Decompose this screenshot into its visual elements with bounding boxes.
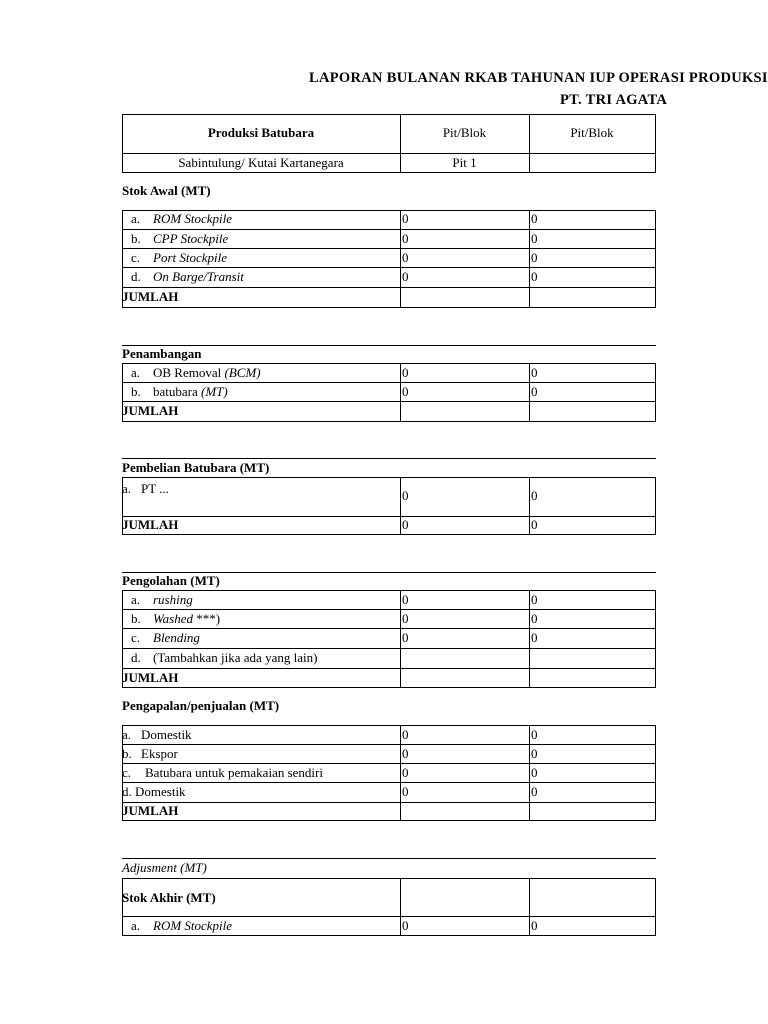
row-prefix: d.	[131, 269, 141, 284]
unit-label: (BCM)	[224, 365, 261, 380]
value-cell: 0	[531, 765, 538, 780]
grid-line	[122, 916, 656, 917]
grid-line	[655, 590, 656, 688]
grid-line	[655, 210, 656, 308]
grid-line	[655, 114, 656, 173]
value-cell: 0	[402, 211, 409, 226]
grid-line	[655, 878, 656, 936]
row-label: PT ...	[141, 481, 169, 496]
row-note: ***)	[192, 611, 221, 626]
value-cell: 0	[531, 918, 538, 933]
grid-line	[122, 763, 656, 764]
row-label: rushing	[153, 592, 193, 607]
grid-line	[122, 725, 656, 726]
report-title: LAPORAN BULANAN RKAB TAHUNAN IUP OPERASI PRODUKSI	[309, 70, 768, 86]
value-cell: 0	[402, 765, 409, 780]
section-title-stok-akhir: Stok Akhir (MT)	[122, 890, 216, 905]
grid-line	[400, 725, 401, 821]
grid-line	[122, 477, 656, 478]
row-label: Washed ***)	[153, 611, 221, 626]
section-title-pengolahan: Pengolahan (MT)	[122, 573, 220, 588]
header-pit-blok-2: Pit/Blok	[570, 125, 614, 140]
total-label: JUMLAH	[122, 403, 179, 418]
section-title-pembelian: Pembelian Batubara (MT)	[122, 460, 270, 475]
value-cell: 0	[531, 517, 538, 532]
value-cell: 0	[402, 746, 409, 761]
row-label: (Tambahkan jika ada yang lain)	[153, 650, 318, 665]
grid-line	[122, 229, 656, 230]
row-label: Domestik	[141, 727, 192, 742]
value-cell: 0	[531, 784, 538, 799]
row-prefix: a.	[131, 365, 141, 380]
row-prefix: b.	[122, 746, 132, 761]
total-label: JUMLAH	[122, 517, 179, 532]
grid-line	[655, 363, 656, 422]
grid-line	[122, 382, 656, 383]
row-prefix: a.	[131, 918, 141, 933]
value-cell: 0	[531, 746, 538, 761]
grid-line	[529, 878, 530, 936]
total-label: JUMLAH	[122, 670, 179, 685]
row-label: Port Stockpile	[153, 250, 228, 265]
row-prefix: c.	[122, 765, 132, 780]
row-prefix: b.	[131, 231, 141, 246]
grid-line	[122, 687, 656, 688]
row-label: batubara (MT)	[153, 384, 228, 399]
grid-line	[122, 287, 656, 288]
grid-line	[122, 153, 656, 154]
value-cell: 0	[402, 611, 409, 626]
grid-line	[122, 628, 656, 629]
grid-line	[122, 609, 656, 610]
section-title-pengapalan: Pengapalan/penjualan (MT)	[122, 698, 280, 713]
grid-line	[400, 477, 401, 535]
grid-line	[529, 363, 530, 422]
grid-line	[122, 114, 656, 115]
row-label: OB Removal (BCM)	[153, 365, 261, 380]
grid-line	[529, 114, 530, 173]
total-label: JUMLAH	[122, 803, 179, 818]
row-label: On Barge/Transit	[153, 269, 244, 284]
row-prefix: b.	[131, 384, 141, 399]
grid-line	[655, 725, 656, 821]
grid-line	[400, 878, 401, 936]
grid-line	[122, 782, 656, 783]
row-prefix: c.	[131, 630, 141, 645]
grid-line	[122, 878, 656, 879]
grid-line	[122, 248, 656, 249]
row-prefix: b.	[131, 611, 141, 626]
grid-line	[122, 820, 656, 821]
grid-line	[400, 210, 401, 308]
value-cell: 0	[531, 488, 538, 503]
grid-line	[529, 477, 530, 535]
row-label: ROM Stockpile	[153, 211, 233, 226]
row-prefix: a.	[122, 481, 132, 496]
row-prefix: d.	[131, 650, 141, 665]
value-cell: 0	[531, 630, 538, 645]
section-title-adjusment: Adjusment (MT)	[122, 860, 207, 875]
grid-line	[122, 267, 656, 268]
value-cell: 0	[402, 250, 409, 265]
row-prefix: a.	[131, 592, 141, 607]
value-cell: 0	[531, 250, 538, 265]
row-label: Ekspor	[141, 746, 178, 761]
pit-cell: Pit 1	[452, 155, 477, 170]
value-cell: 0	[531, 231, 538, 246]
grid-line	[529, 590, 530, 688]
value-cell: 0	[402, 517, 409, 532]
value-cell: 0	[531, 211, 538, 226]
value-cell: 0	[531, 384, 538, 399]
grid-line	[122, 744, 656, 745]
grid-line	[122, 421, 656, 422]
row-prefix: d.	[122, 784, 132, 799]
grid-line	[122, 668, 656, 669]
value-cell: 0	[402, 231, 409, 246]
grid-line	[122, 590, 656, 591]
section-title-penambangan: Penambangan	[122, 346, 202, 361]
value-cell: 0	[402, 384, 409, 399]
row-prefix: a.	[122, 727, 132, 742]
row-label: Batubara untuk pemakaian sendiri	[145, 765, 323, 780]
grid-line	[122, 878, 123, 936]
value-cell: 0	[402, 488, 409, 503]
value-cell: 0	[531, 269, 538, 284]
value-cell: 0	[531, 365, 538, 380]
value-cell: 0	[402, 918, 409, 933]
grid-line	[400, 590, 401, 688]
row-label: Domestik	[135, 784, 186, 799]
section-title-stok-awal: Stok Awal (MT)	[122, 183, 211, 198]
grid-line	[122, 935, 656, 936]
grid-line	[655, 477, 656, 535]
grid-line	[122, 534, 656, 535]
header-produksi-batubara: Produksi Batubara	[207, 125, 315, 140]
grid-line	[529, 725, 530, 821]
grid-line	[529, 210, 530, 308]
value-cell: 0	[531, 592, 538, 607]
grid-line	[122, 516, 656, 517]
value-cell: 0	[531, 611, 538, 626]
value-cell: 0	[402, 365, 409, 380]
row-label: CPP Stockpile	[153, 231, 229, 246]
header-pit-blok-1: Pit/Blok	[442, 125, 487, 140]
value-cell: 0	[531, 727, 538, 742]
row-label: Blending	[153, 630, 200, 645]
row-prefix: c.	[131, 250, 141, 265]
row-prefix: a.	[131, 211, 141, 226]
grid-line	[122, 363, 656, 364]
location-cell: Sabintulung/ Kutai Kartanegara	[178, 155, 344, 170]
grid-line	[400, 363, 401, 422]
grid-line	[122, 648, 656, 649]
grid-line	[122, 802, 656, 803]
company-name: PT. TRI AGATA	[560, 92, 668, 108]
value-cell: 0	[402, 727, 409, 742]
row-label: ROM Stockpile	[153, 918, 233, 933]
value-cell: 0	[402, 592, 409, 607]
grid-line	[122, 401, 656, 402]
grid-line	[122, 858, 656, 859]
unit-label: (MT)	[201, 384, 228, 399]
grid-line	[122, 345, 656, 346]
total-label: JUMLAH	[122, 289, 179, 304]
grid-line	[122, 458, 656, 459]
grid-line	[122, 172, 656, 173]
value-cell: 0	[402, 784, 409, 799]
grid-line	[122, 307, 656, 308]
value-cell: 0	[402, 269, 409, 284]
value-cell: 0	[402, 630, 409, 645]
